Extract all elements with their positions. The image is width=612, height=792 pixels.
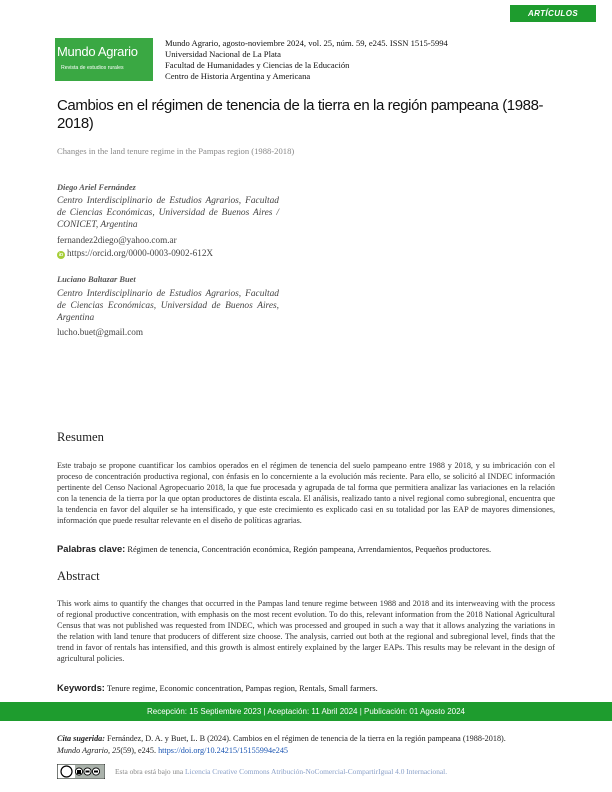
author-name: Diego Ariel Fernández (57, 183, 136, 192)
resumen-heading: Resumen (57, 430, 104, 444)
citation-text: Fernández, D. A. y Buet, L. B (2024). Cambios en el régimen de tenencia de la tierra en la región pampeana (1988-2018). (107, 734, 506, 743)
keywords-label: Palabras clave: (57, 543, 126, 554)
logo-tagline: Revista de estudios rurales (61, 65, 124, 71)
abstract-keywords (57, 682, 577, 693)
citation-doi-link[interactable]: https://doi.org/10.24215/15155994e245 (158, 746, 289, 756)
journal-info-line: Facultad de Humanidades y Ciencias de la Educación (165, 60, 350, 70)
author-affiliation: Centro Interdisciplinario de Estudios Agrarios, Facultad de Ciencias Económicas, Universidad de Buenos Aires, Argentina (57, 289, 279, 324)
license-link[interactable]: Licencia Creative Commons Atribución-NoComercial-CompartirIgual 4.0 Internacional. (185, 767, 448, 776)
resumen-keywords (57, 543, 577, 554)
journal-info-line: Centro de Historia Argentina y Americana (165, 71, 311, 81)
author-orcid[interactable] (57, 248, 213, 259)
author-affiliation: Centro Interdisciplinario de Estudios Agrarios, Facultad de Ciencias Económicas, Universidad de Buenos Aires / CONICET, Argentina (57, 196, 279, 231)
article-subtitle: Changes in the land tenure regime in the Pampas region (1988-2018) (57, 146, 295, 156)
keywords-list: Tenure regime, Economic concentration, Pampas region, Rentals, Small farmers. (106, 684, 378, 693)
author-email[interactable]: fernandez2diego@yahoo.com.ar (57, 235, 177, 245)
citation (57, 733, 577, 757)
abstract-heading: Abstract (57, 569, 100, 583)
author-email[interactable]: lucho.buet@gmail.com (57, 327, 144, 337)
orcid-link[interactable]: https://orcid.org/0000-0003-0902-612X (67, 248, 214, 258)
section-badge: ARTÍCULOS (510, 5, 596, 22)
journal-info (165, 38, 448, 82)
keywords-list: Régimen de tenencia, Concentración económica, Región pampeana, Arrendamientos, Pequeños productores. (127, 545, 492, 554)
citation-issue: (59), e245. (120, 746, 157, 756)
keywords-label: Keywords: (57, 682, 105, 693)
citation-label: Cita sugerida: (57, 734, 105, 743)
creative-commons-icon[interactable] (57, 764, 105, 779)
article-title: Cambios en el régimen de tenencia de la tierra en la región pampeana (1988-2018) (57, 97, 544, 132)
dates-bar: Recepción: 15 Septiembre 2023 | Aceptación: 11 Abril 2024 | Publicación: 01 Agosto 2024 (0, 702, 612, 721)
journal-info-line: Mundo Agrario, agosto-noviembre 2024, vol. 25, núm. 59, e245. ISSN 1515-5994 (165, 38, 448, 48)
author-name: Luciano Baltazar Buet (57, 275, 136, 284)
logo-name: Mundo Agrario (57, 44, 138, 59)
license-text: Esta obra está bajo una (115, 767, 184, 776)
journal-logo (55, 38, 153, 81)
abstract-text: This work aims to quantify the changes that occurred in the Pampas land tenure regime between 1988 and 2018 and its interweaving with the process of regional productive concentration, with emphasis on the most recent evolution. To do this, relevant information from the 2018 National Agricultural Census that was not published was requested from INDEC, which was processed and grouped in such a way that it allows analyzing the variations in the relation with land tenure that producers of different size choose. The analysis, carried out both at the regional and subregional level, finds that the trend in favor of rentals has intensified, and this growth is almost entirely explained by the larger EAPs. This results may be relevant in the design of agricultural policies. (57, 599, 555, 664)
resumen-text: Este trabajo se propone cuantificar los cambios operados en el régimen de tenencia del suelo pampeano entre 1988 y 2018, y su imbricación con el proceso de concentración productiva regional, con énfasis en lo concerniente a la evolución más reciente. Para ello, se solicitó al INDEC información pertinente del Censo Nacional Agropecuario 2018, la que fue procesada y agrupada de tal forma que permitiera analizar las variaciones en la relación con la tenencia de la tierra por la que optan productores de distinta escala. El análisis, realizado tanto a nivel regional como subregional, encuentra que la tendencia en favor del alquiler se ha intensificado, y que este crecimiento es explicado casi en su totalidad por las EAP de mayores dimensiones, información que puede resultar relevante en el diseño de políticas agrarias. (57, 461, 555, 526)
citation-journal: Mundo Agrario, 25 (57, 746, 121, 756)
license-note (115, 767, 447, 776)
orcid-icon: iD (58, 252, 64, 257)
journal-info-line: Universidad Nacional de La Plata (165, 49, 281, 59)
